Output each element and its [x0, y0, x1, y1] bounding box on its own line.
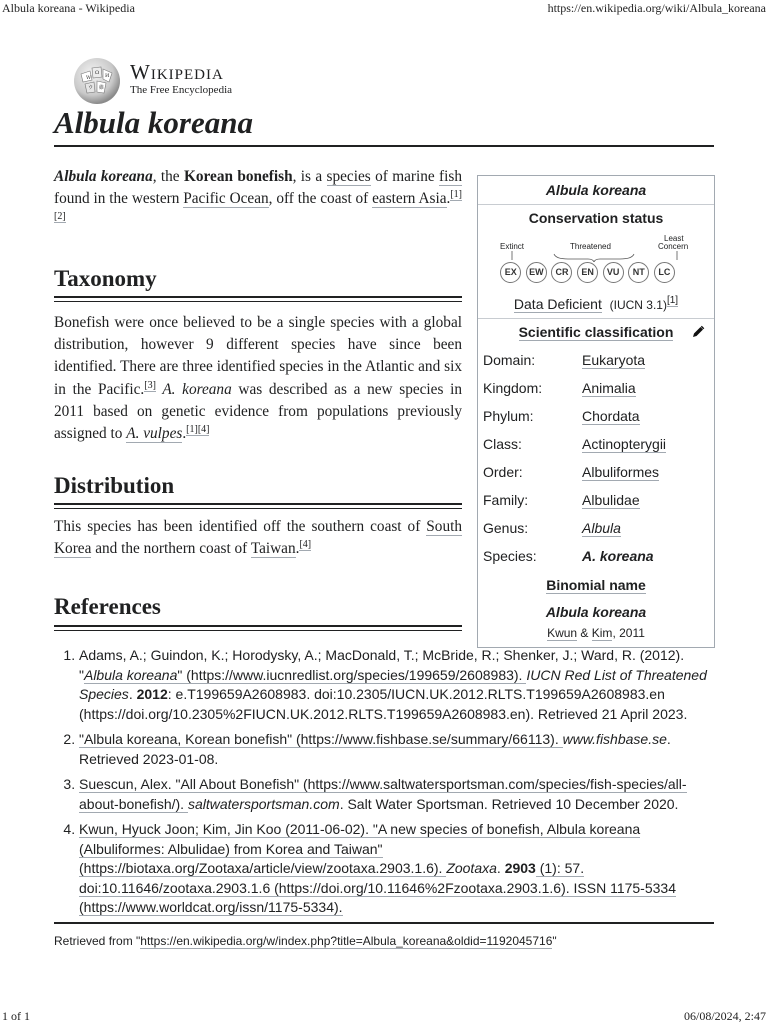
classification-row	[478, 346, 714, 374]
intro-text: , the	[152, 168, 184, 185]
classification-value-cell	[582, 464, 714, 480]
intro-text: , is a	[292, 168, 327, 185]
ref-journal: IUCN Red List of Threatened Species	[79, 666, 707, 702]
ref-text: : e.T199659A2608983. doi:10.2305/IUCN.UK.2012.RLTS.T199659A2608983.en (https://doi.org/10.2305%2FIUCN.UK.2012.RLTS.T199659A2608983.en). Retrieved 21 April 2023.	[79, 686, 688, 722]
ref-text: . Salt Water Sportsman. Retrieved 10 December 2020.	[339, 795, 679, 812]
intro-name: Albula koreana	[54, 168, 153, 185]
classification-row	[478, 430, 714, 458]
heading-rule	[54, 296, 462, 298]
retrieved-suffix: "	[552, 934, 557, 948]
threatened-bracket-icon	[478, 250, 714, 262]
classification-row	[478, 486, 714, 514]
classification-table	[478, 346, 714, 570]
classification-rank: Phylum:	[483, 408, 534, 424]
classification-value: A. koreana	[582, 548, 654, 564]
status-citation[interactable]: [1]	[666, 295, 679, 307]
classification-row	[478, 458, 714, 486]
classification-value-cell	[582, 436, 714, 452]
print-page-title: Albula koreana - Wikipedia	[2, 1, 135, 15]
print-page-url[interactable]: https://en.wikipedia.org/wiki/Albula_koreana	[547, 1, 766, 15]
heading-rule	[54, 508, 462, 509]
ref-text: .	[128, 686, 137, 702]
conservation-scale	[478, 232, 714, 290]
ref-site: saltwatersportsman.com	[187, 795, 340, 812]
reference-4	[79, 820, 713, 918]
reference-1	[79, 646, 713, 724]
authority-kwun[interactable]: Kwun	[547, 626, 578, 640]
authority-kim[interactable]: Kim	[591, 626, 613, 640]
ref-link[interactable]: Kwun, Hyuck Joon; Kim, Jin Koo (2011-06-02). "A new species of bonefish, Albula koreana (Albuliformes: Albulidae) from Korea and Taiwan" (https://biotaxa.org/Zootaxa/article/view/zootaxa.2903.1.6).	[79, 821, 641, 876]
classification-rank: Family:	[483, 492, 529, 508]
title-underline	[54, 145, 714, 147]
status-ex-icon[interactable]: EX	[500, 262, 521, 283]
ref-text: . Retrieved 2023-01-08.	[79, 731, 671, 767]
classification-value-cell	[582, 520, 714, 536]
heading-rule	[54, 301, 462, 302]
ref-volume: 2012	[136, 686, 168, 702]
classification-value-cell	[582, 492, 714, 508]
ref-link[interactable]: Albula koreana	[83, 666, 178, 683]
classification-value-link[interactable]: Albuliformes	[582, 464, 660, 480]
references-list	[53, 646, 713, 924]
footer-rule	[54, 922, 714, 924]
wikipedia-wordmark[interactable]: Wikipedia	[130, 60, 224, 84]
svg-text:維: 維	[99, 85, 105, 91]
intro-text: found in the western	[54, 190, 184, 208]
status-line	[478, 290, 714, 318]
svg-text:Ω: Ω	[95, 70, 100, 76]
ref-text: .	[496, 860, 505, 876]
least-label: Least	[664, 234, 684, 243]
reference-3	[79, 775, 713, 814]
classification-value-cell	[582, 408, 714, 424]
infobox-title: Albula koreana	[545, 182, 647, 198]
classification-row	[478, 374, 714, 402]
classification-value-link[interactable]: Actinopterygii	[582, 436, 667, 452]
page-title: Albula koreana	[54, 105, 253, 140]
classification-rank: Species:	[483, 548, 537, 564]
intro-common-name: Korean bonefish	[183, 168, 293, 185]
classification-value-link[interactable]: Chordata	[582, 408, 640, 424]
infobox	[477, 175, 715, 648]
classification-value-cell	[582, 352, 714, 368]
link-eastern-asia[interactable]: eastern Asia	[372, 190, 447, 208]
ref-link[interactable]: (1): 57. doi:10.11646/zootaxa.2903.1.6 (https://doi.org/10.11646%2Fzootaxa.2903.1.6). ISSN 1175-5334 (https://www.worldcat.org/issn/1175-5334).	[79, 860, 676, 915]
heading-rule	[54, 625, 462, 627]
link-south-korea[interactable]: South Korea	[54, 518, 462, 558]
heading-distribution: Distribution	[54, 473, 175, 498]
distribution-text: .	[295, 540, 300, 558]
intro-text: of marine	[370, 168, 440, 185]
wikipedia-tagline: The Free Encyclopedia	[130, 84, 233, 96]
ref-journal: Zootaxa	[446, 860, 497, 876]
retrieved-url-link[interactable]: https://en.wikipedia.org/w/index.php?title=Albula_koreana&oldid=1192045716	[140, 934, 553, 948]
ref-link[interactable]: Suescun, Alex. "All About Bonefish" (https://www.saltwatersportsman.com/species/fish-species/all-about-bonefish/).	[79, 776, 687, 812]
status-data-deficient[interactable]: Data Deficient	[513, 296, 602, 312]
ref-volume: 2903	[504, 860, 536, 876]
classification-row	[478, 514, 714, 542]
citation-2[interactable]: [2]	[54, 211, 66, 223]
distribution-paragraph	[54, 516, 462, 560]
wikipedia-globe-icon[interactable]	[72, 56, 122, 106]
taxonomy-text: Bonefish were once believed to be a single species with a global distribution, however 9 different species have since been identified. There are three identified species in the Atlantic and six in the Pacific.	[54, 314, 462, 398]
svg-text:ウ: ウ	[88, 85, 94, 91]
heading-taxonomy: Taxonomy	[54, 266, 157, 291]
reference-2	[79, 730, 713, 769]
binomial-header	[478, 570, 714, 599]
taxonomy-paragraph	[54, 312, 462, 445]
heading-rule	[54, 630, 462, 631]
print-timestamp: 06/08/2024, 2:47	[683, 1009, 766, 1023]
svg-text:И: И	[105, 73, 110, 79]
classification-row	[478, 402, 714, 430]
classification-header	[478, 318, 714, 346]
classification-value-cell	[582, 548, 714, 564]
classification-header-label[interactable]: Scientific classification	[518, 324, 674, 340]
link-a-vulpes[interactable]: A. vulpes	[126, 425, 183, 443]
classification-value-link[interactable]: Animalia	[582, 380, 636, 396]
taxonomy-italic-name: A. koreana	[155, 380, 232, 398]
citation-4[interactable]: [4]	[299, 539, 312, 551]
extinct-label: Extinct	[500, 242, 525, 251]
citation-4[interactable]: [4]	[197, 423, 210, 435]
citation-1[interactable]: [1]	[186, 423, 198, 435]
heading-references: References	[54, 594, 161, 619]
status-cr-icon[interactable]: CR	[551, 262, 572, 283]
authority-year: , 2011	[612, 626, 645, 640]
classification-value-link[interactable]: Eukaryota	[582, 352, 646, 368]
conservation-status-header[interactable]: Conservation status	[478, 204, 714, 232]
link-fish[interactable]: fish	[439, 168, 462, 185]
svg-text:W: W	[86, 75, 92, 81]
ref-link[interactable]: " (https://www.iucnredlist.org/species/199659/2608983).	[177, 666, 527, 683]
classification-rank: Class:	[483, 436, 522, 452]
classification-value-cell	[582, 380, 714, 396]
distribution-text: and the northern coast of	[91, 540, 251, 558]
status-en-icon[interactable]: EN	[577, 262, 598, 283]
status-lc-icon[interactable]: LC	[654, 262, 675, 283]
threatened-label: Threatened	[570, 242, 611, 251]
retrieved-from	[54, 934, 557, 948]
link-pacific-ocean[interactable]: Pacific Ocean	[183, 190, 269, 208]
distribution-text: This species has been identified off the southern coast of	[54, 518, 427, 535]
print-page-counter: 1 of 1	[2, 1009, 30, 1023]
status-ew-icon[interactable]: EW	[526, 262, 547, 283]
status-nt-icon[interactable]: NT	[628, 262, 649, 283]
link-species[interactable]: species	[326, 168, 371, 185]
classification-rank: Domain:	[483, 352, 536, 368]
concern-label: Concern	[658, 242, 689, 251]
binomial-header-label[interactable]: Binomial name	[546, 577, 646, 593]
intro-text: , off the coast of	[268, 190, 373, 208]
retrieved-prefix: Retrieved from "	[54, 934, 141, 948]
classification-rank: Order:	[483, 464, 523, 480]
taxonomy-text: was described as a new species in 2011 based on genetic evidence from populations previously assigned to	[54, 380, 462, 443]
edit-pencil-icon[interactable]	[691, 325, 705, 339]
classification-value-link[interactable]: Albula	[582, 520, 621, 536]
ref-link[interactable]: "Albula koreana, Korean bonefish" (https://www.fishbase.se/summary/66113).	[79, 731, 563, 747]
heading-rule	[54, 503, 462, 505]
classification-value-link[interactable]: Albulidae	[582, 492, 640, 508]
authority-amp: &	[577, 626, 592, 640]
citation-1[interactable]: [1]	[450, 189, 462, 201]
classification-rank: Genus:	[483, 520, 529, 536]
binomial-name: Albula koreana	[545, 604, 647, 620]
classification-row	[478, 542, 714, 570]
status-vu-icon[interactable]: VU	[603, 262, 624, 283]
ref-text: Adams, A.; Guindon, K.; Horodysky, A.; MacDonald, T.; McBride, R.; Shenker, J.; Ward, R. (2012). "	[79, 647, 685, 683]
status-source: (IUCN 3.1)	[609, 298, 667, 312]
intro-text: .	[446, 190, 451, 208]
status-circles	[498, 262, 677, 283]
link-taiwan[interactable]: Taiwan	[250, 540, 296, 558]
citation-3[interactable]: [3]	[144, 379, 156, 391]
binomial-authority	[478, 625, 714, 645]
taxonomy-text: .	[182, 425, 187, 443]
ref-site: www.fishbase.se	[562, 731, 667, 747]
classification-rank: Kingdom:	[483, 380, 543, 396]
intro-paragraph	[54, 166, 462, 233]
